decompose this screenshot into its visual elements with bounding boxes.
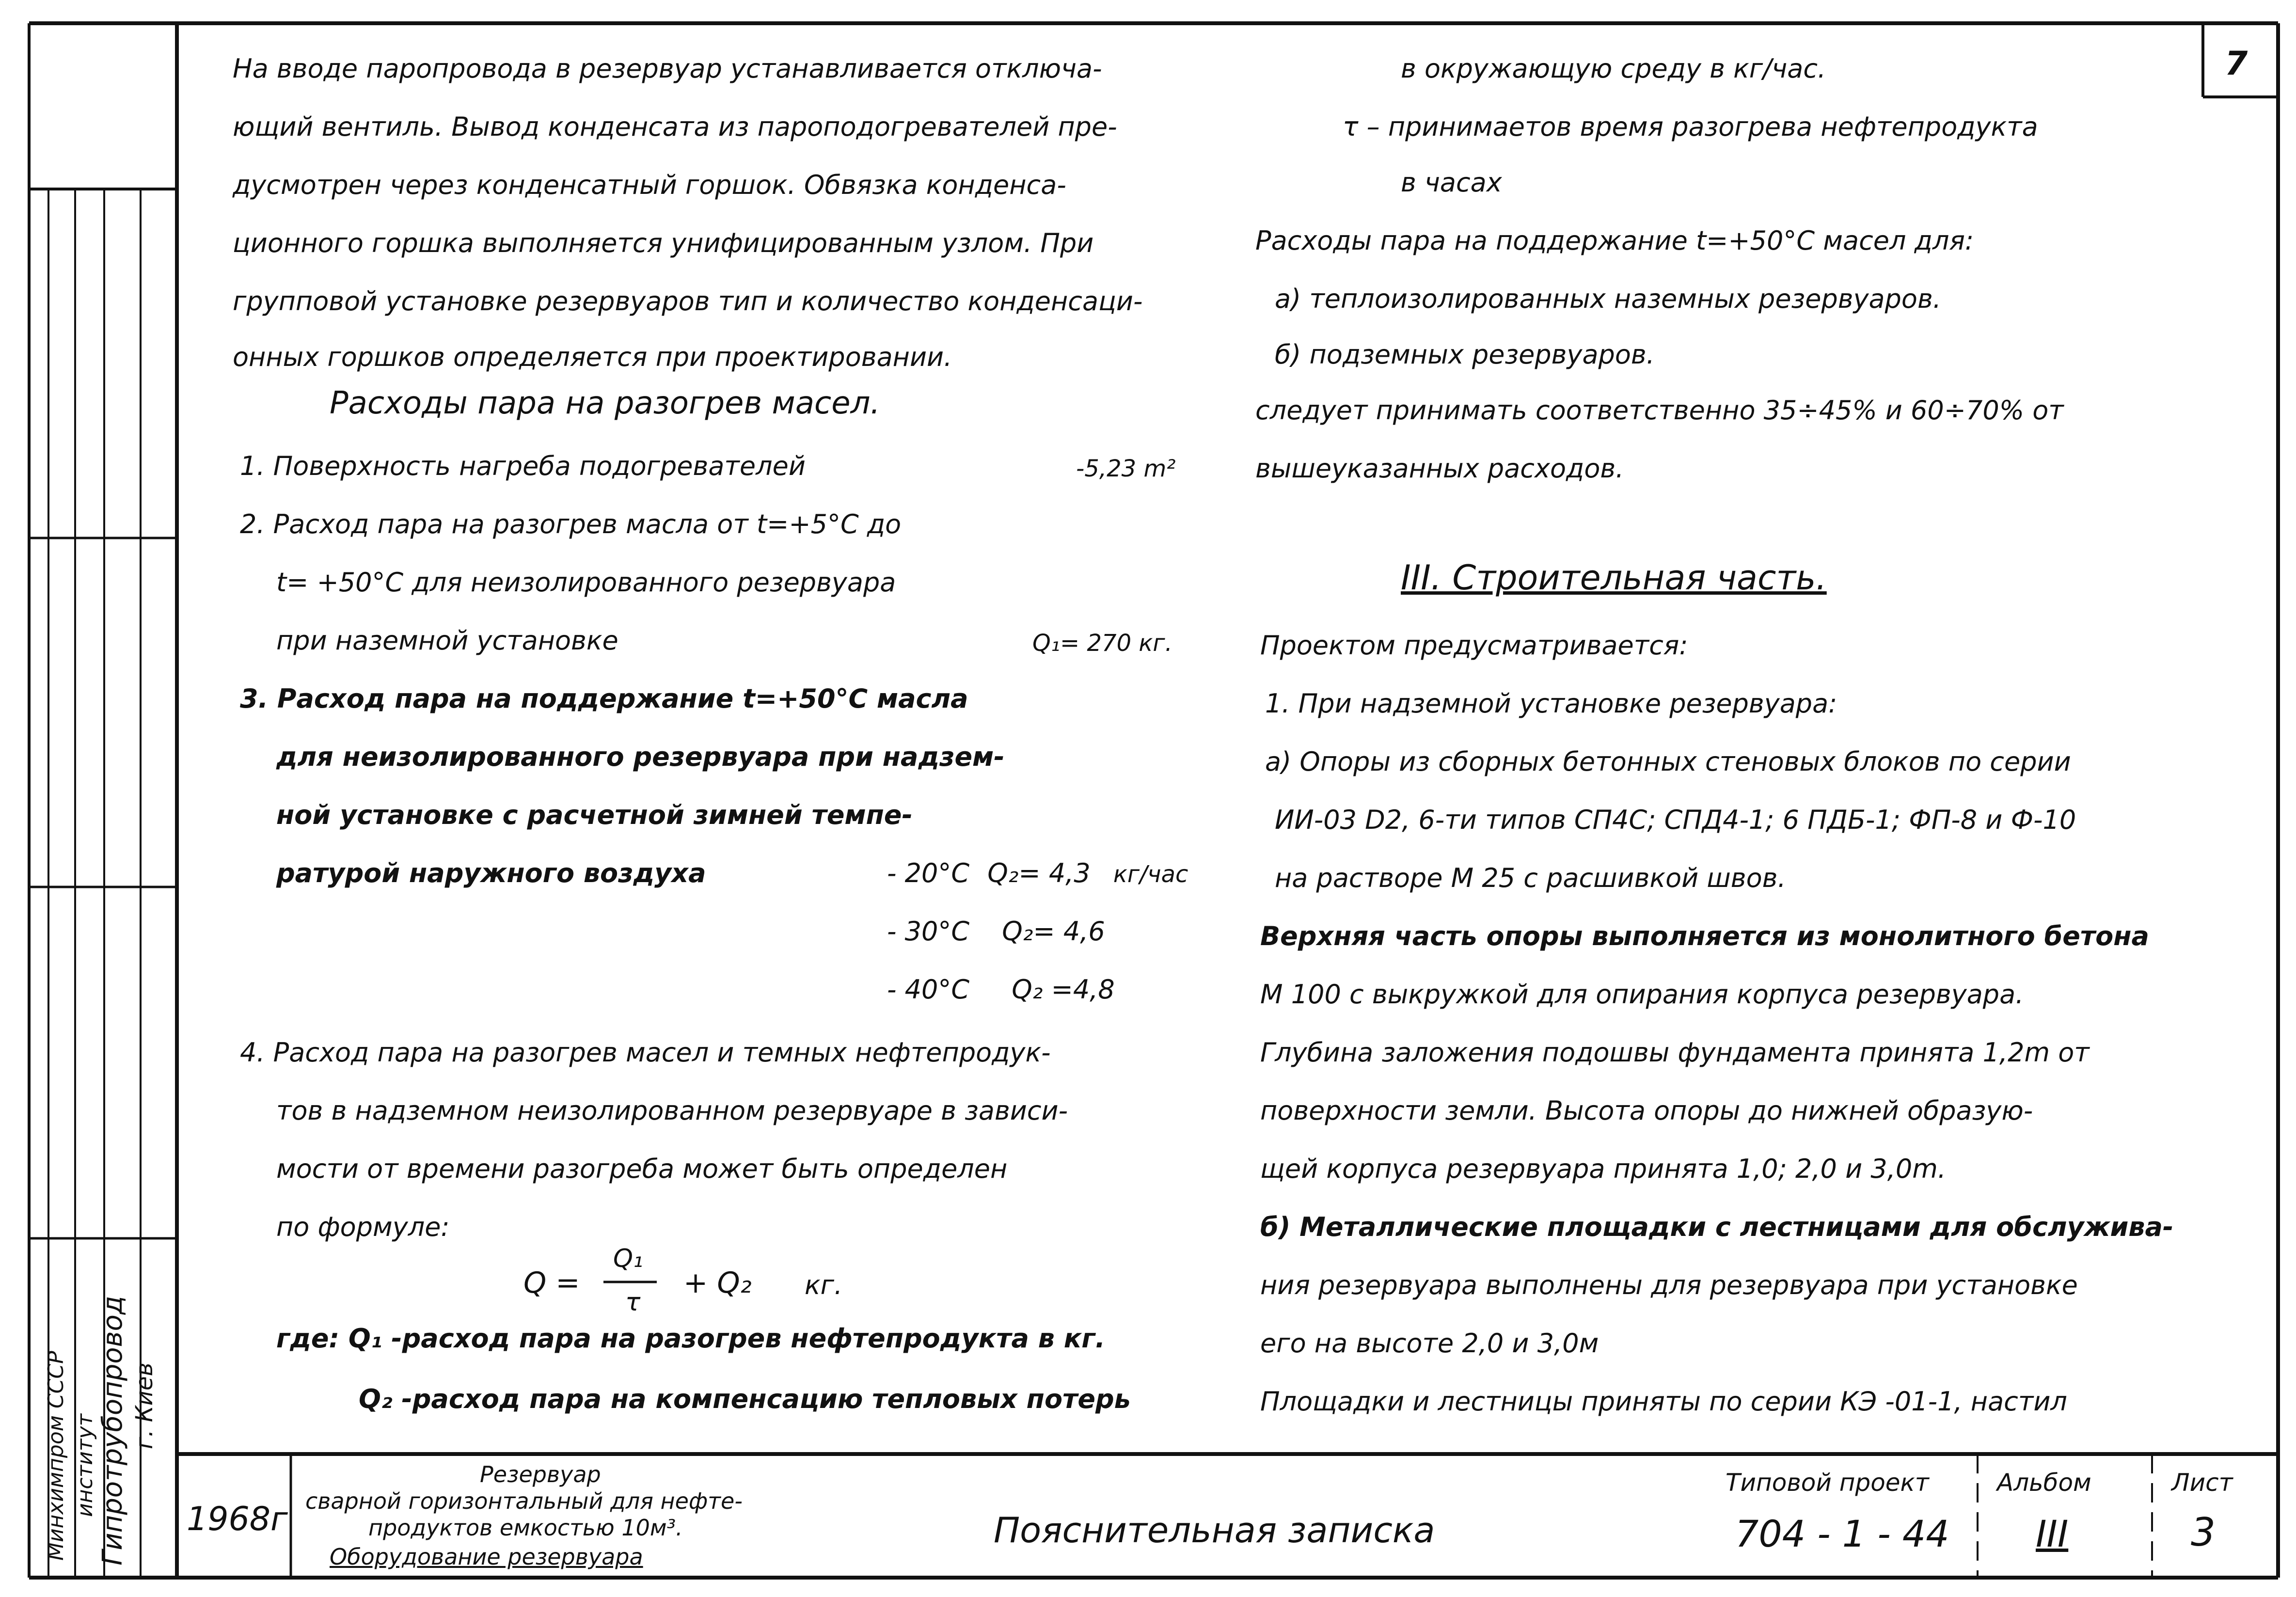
page-number: 7: [2225, 45, 2248, 83]
temp-row: [887, 974, 1115, 1005]
item1-text: 1. Поверхность нагреба подогревателей: [240, 451, 806, 481]
title-desc: Резервуар: [480, 1461, 601, 1487]
right-line: ИИ-03 D2, 6-ти типов СП4С; СПД4-1; 6 ПДБ-1; ФП-8 и Ф-10: [1275, 805, 2076, 835]
right-line: М 100 с выкружкой для опирания корпуса резервуара.: [1260, 979, 2024, 1010]
section-heading-steam: Расходы пара на разогрев масел.: [330, 385, 880, 421]
right-line: Глубина заложения подошвы фундамента принята 1,2m от: [1260, 1037, 2090, 1068]
item4-line: 4. Расход пара на разогрев масел и темных нефтепродук-: [240, 1037, 1051, 1068]
sheet-label: Лист: [2171, 1469, 2233, 1497]
q-value: Q₂= 4,3: [987, 858, 1091, 888]
right-line: б) Металлические площадки с лестницами для обслужива-: [1260, 1212, 2174, 1242]
item2-line: при наземной установке: [276, 625, 618, 656]
item3-line: 3. Расход пара на поддержание t=+50°C масла: [240, 683, 968, 714]
title-desc: Оборудование резервуара: [330, 1544, 643, 1570]
where-q2: Q₂ -расход пара на компенсацию тепловых потерь: [359, 1384, 1131, 1414]
title-year: 1968г: [187, 1500, 288, 1538]
formula-rhs: + Q₂: [683, 1266, 752, 1300]
right-line: на растворе М 25 с расшивкой швов.: [1275, 863, 1786, 893]
left-paragraph-line: онных горшков определяется при проектировании.: [233, 342, 952, 372]
temp-value: - 40°C: [887, 974, 970, 1005]
right-line: б) подземных резервуаров.: [1275, 339, 1655, 370]
document-title: Пояснительная записка: [994, 1510, 1435, 1550]
album-label: Альбом: [1997, 1469, 2091, 1497]
item4-line: мости от времени разогреба может быть определен: [276, 1154, 1008, 1184]
section-heading-construction: III. Строительная часть.: [1401, 558, 1827, 598]
org-city: г. Киев: [131, 1362, 158, 1449]
title-desc: сварной горизонтальный для нефте-: [305, 1488, 743, 1514]
right-line: его на высоте 2,0 и 3,0м: [1260, 1328, 1599, 1359]
q-value: Q₂ =4,8: [1012, 974, 1115, 1005]
formula-unit: кг.: [805, 1270, 843, 1300]
item3-line: ной установке с расчетной зимней темпе-: [276, 800, 913, 830]
org-institute: институт: [73, 1413, 97, 1517]
project-label: Типовой проект: [1726, 1469, 1929, 1497]
org-name: Гипротрубопровод: [97, 1296, 128, 1565]
right-line: Верхняя часть опоры выполняется из монолитного бетона: [1260, 921, 2149, 951]
right-line: 1. При надземной установке резервуара:: [1265, 688, 1837, 719]
temp-value: - 20°C: [887, 858, 970, 888]
formula-lhs: Q =: [523, 1266, 580, 1300]
left-paragraph-line: групповой установке резервуаров тип и количество конденсаци-: [233, 286, 1143, 316]
right-line: а) Опоры из сборных бетонных стеновых блоков по серии: [1265, 746, 2071, 777]
formula-numerator: Q₁: [613, 1244, 643, 1273]
item3-line: для неизолированного резервуара при надзем-: [276, 742, 1005, 772]
left-paragraph-line: ционного горшка выполняется унифицированным узлом. При: [233, 228, 1094, 258]
right-line: ния резервуара выполнены для резервуара при установке: [1260, 1270, 2078, 1300]
item2-value: Q₁= 270 кг.: [1032, 630, 1172, 657]
title-desc: продуктов емкостью 10м³.: [368, 1515, 683, 1541]
temp-row: [887, 858, 1188, 890]
right-line: τ – принимаетов время разогрева нефтепродукта: [1343, 111, 2038, 142]
q-value: Q₂= 4,6: [1002, 916, 1105, 947]
formula-denominator: τ: [625, 1288, 641, 1317]
right-line: в окружающую среду в кг/час.: [1401, 53, 1826, 84]
item1-value: -5,23 m²: [1076, 455, 1176, 482]
right-line: Расходы пара на поддержание t=+50°C масел для:: [1255, 225, 1974, 256]
temp-value: - 30°C: [887, 916, 970, 947]
sheet-number: 3: [2191, 1510, 2216, 1555]
temp-row: [887, 916, 1105, 947]
right-line: Проектом предусматривается:: [1260, 630, 1688, 661]
item2-line: t= +50°C для неизолированного резервуара: [276, 567, 896, 598]
where-q1: где: Q₁ -расход пара на разогрев нефтепродукта в кг.: [276, 1323, 1106, 1354]
right-line: поверхности земли. Высота опоры до нижней образую-: [1260, 1095, 2033, 1126]
right-line: в часах: [1401, 167, 1502, 198]
item4-line: тов в надземном неизолированном резервуаре в зависи-: [276, 1095, 1068, 1126]
item4-line: по формуле:: [276, 1212, 450, 1242]
org-ministry: Минхимпром СССР: [44, 1351, 68, 1561]
left-paragraph-line: На вводе паропровода в резервуар устанавливается отключа-: [233, 53, 1102, 84]
album-number: III: [2036, 1512, 2069, 1555]
left-paragraph-line: ющий вентиль. Вывод конденсата из пароподогревателей пре-: [233, 111, 1117, 142]
right-line: щей корпуса резервуара принята 1,0; 2,0 и 3,0m.: [1260, 1154, 1946, 1184]
right-line: а) теплоизолированных наземных резервуаров.: [1275, 284, 1941, 314]
q-unit: кг/час: [1113, 861, 1188, 888]
right-line: следует принимать соответственно 35÷45% и 60÷70% от: [1255, 395, 2064, 426]
fraction-bar: [603, 1280, 662, 1284]
item2-line: 2. Расход пара на разогрев масла от t=+5°C до: [240, 509, 902, 539]
item3-line: ратурой наружного воздуха: [276, 858, 706, 888]
project-number: 704 - 1 - 44: [1735, 1512, 1949, 1555]
right-line: вышеуказанных расходов.: [1255, 453, 1624, 484]
right-line: Площадки и лестницы приняты по серии КЭ -01-1, настил: [1260, 1386, 2067, 1417]
left-paragraph-line: дусмотрен через конденсатный горшок. Обвязка конденса-: [233, 170, 1066, 200]
